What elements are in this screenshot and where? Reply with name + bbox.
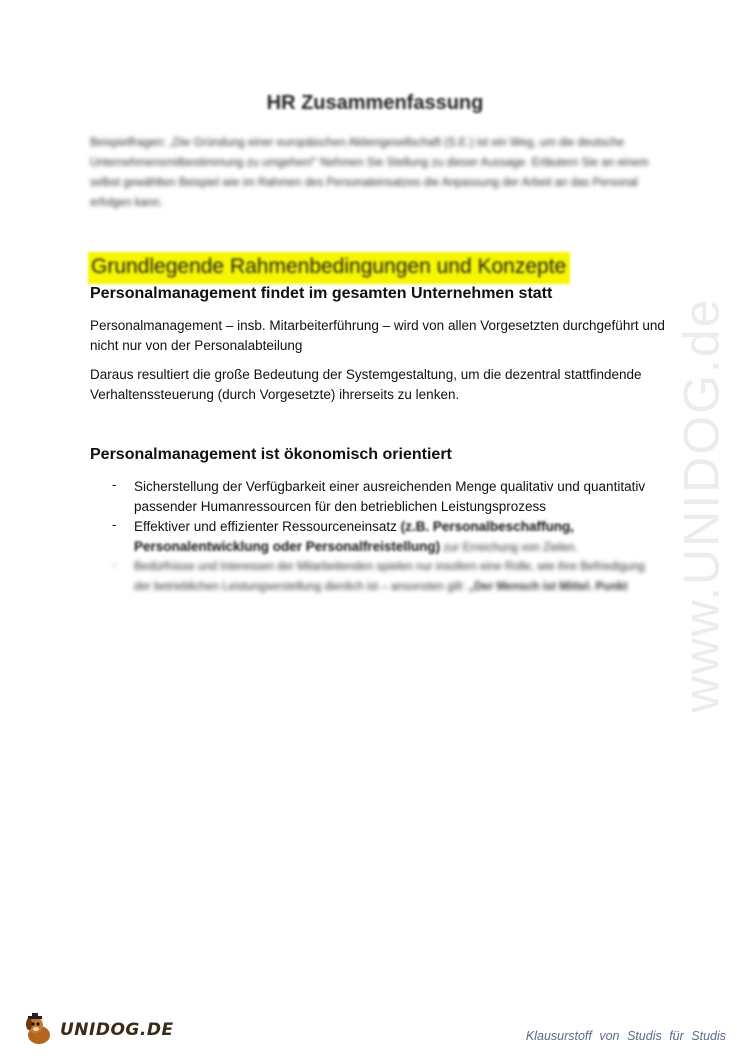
document-title: HR Zusammenfassung xyxy=(266,92,484,114)
bullet-marker: - xyxy=(112,557,117,572)
subheading-2: Personalmanagement ist ökonomisch orientiert xyxy=(90,446,452,463)
unidog-logo xyxy=(22,1012,174,1048)
paragraph-1: Personalmanagement – insb. Mitarbeiterführung – wird von allen Vorgesetzten durchgeführt und nicht nur von der Personalabteilung xyxy=(90,318,665,353)
intro-paragraph: Beispielfragen: „Die Gründung einer europäischen Aktiengesellschaft (S.E.) ist ein Weg, um die deutsche Unternehmensmitbestimmung zu umgehen!“ Nehmen Sie Stellung zu dieser Aussage. Erläutern Sie an einem selbst gewählten Beispiel wie im Rahmen des Personaleinsatzes die Anpassung der Arbeit an das Personal erfolgen kann. xyxy=(90,137,649,209)
watermark xyxy=(671,280,731,730)
list-item-text-visible: Effektiver und effizienter Ressourceneinsatz xyxy=(134,519,401,534)
paragraph-2: Daraus resultiert die große Bedeutung der Systemgestaltung, um die dezentral stattfindende Verhaltenssteuerung (durch Vorgesetzte) ihrerseits zu lenken. xyxy=(90,367,642,402)
dog-mascot-icon xyxy=(22,1013,56,1047)
list-item-text-rest: zur Erreichung von Zielen. xyxy=(440,542,578,554)
footer-slogan: Klausurstoff von Studis für Studis xyxy=(525,1029,726,1043)
list-item-text-bold: (z.B. Personalbeschaffung, Personalentwicklung oder Personalfreistellung) xyxy=(134,519,574,554)
watermark-text: www.UNIDOG.de xyxy=(673,297,729,713)
section-heading: Grundlegende Rahmenbedingungen und Konzepte xyxy=(88,252,570,284)
list-item-text xyxy=(134,557,664,597)
subheading-1: Personalmanagement findet im gesamten Unternehmen statt xyxy=(90,285,553,302)
bullet-marker: - xyxy=(112,517,117,532)
list-item-text-body: Bedürfnisse und Interessen der Mitarbeitenden spielen nur insofern eine Rolle, wie ihre Befriedigung der betrieblichen Leistungserstellung dienlich ist – ansonsten gilt: xyxy=(134,561,645,593)
bullet-marker: - xyxy=(112,477,117,492)
list-item-text: Sicherstellung der Verfügbarkeit einer ausreichenden Menge qualitativ und quantitativ passender Humanressourcen für den betrieblichen Leistungsprozess xyxy=(134,479,646,514)
list-item-text-bold: „Der Mensch ist Mittel. Punkt xyxy=(468,581,628,593)
list-item-text xyxy=(134,517,664,558)
logo-wordmark: UNIDOG.DE xyxy=(60,1020,174,1040)
